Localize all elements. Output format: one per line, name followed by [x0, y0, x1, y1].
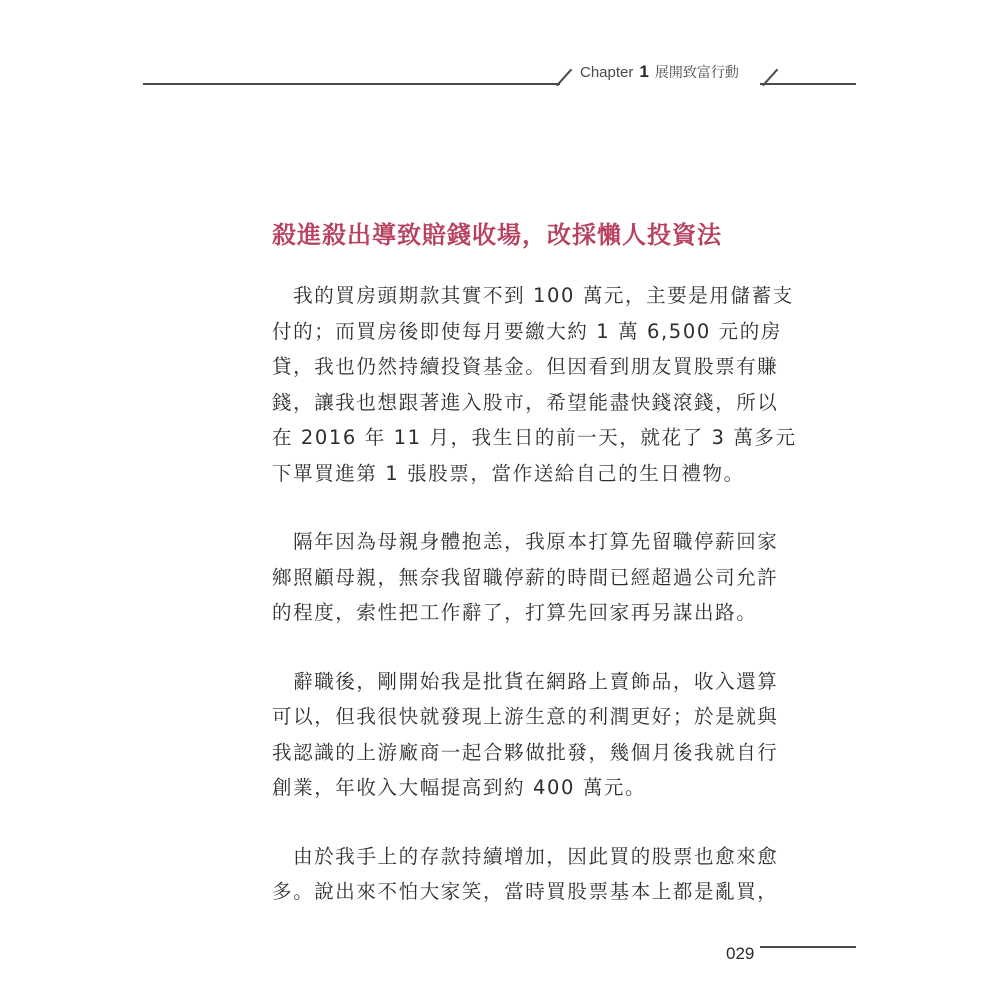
text-line: 創業，年收入大幅提高到約 400 萬元。 — [272, 776, 647, 799]
paragraph-2 — [272, 524, 779, 631]
text-line: 下單買進第 1 張股票，當作送給自己的生日禮物。 — [272, 461, 745, 485]
section-title: 殺進殺出導致賠錢收場，改採懶人投資法 — [272, 221, 722, 249]
paragraph-3 — [272, 664, 779, 806]
text-line: 由於我手上的存款持續增加，因此買的股票也愈來愈 — [272, 844, 779, 868]
text-line: 鄉照顧母親，無奈我留職停薪的時間已經超過公司允許 — [272, 565, 779, 589]
text-line: 在 2016 年 11 月，我生日的前一天，就花了 3 萬多元 — [272, 426, 797, 449]
text-line: 我認識的上游廠商一起合夥做批發，幾個月後我就自行 — [272, 740, 779, 764]
text-line: 辭職後，剛開始我是批貨在網路上賣飾品，收入還算 — [272, 669, 779, 693]
paragraph-4 — [272, 839, 779, 910]
text-line: 付的；而買房後即使每月要繳大約 1 萬 6,500 元的房 — [272, 319, 782, 343]
paragraph-1 — [272, 278, 797, 491]
text-line: 多。說出來不怕大家笑，當時買股票基本上都是亂買， — [272, 880, 779, 903]
footer-rule — [760, 946, 856, 948]
text-line: 隔年因為母親身體抱恙，我原本打算先留職停薪回家 — [272, 530, 779, 553]
chapter-title: 展開致富行動 — [654, 65, 739, 81]
text-line: 貸，我也仍然持續投資基金。但因看到朋友買股票有賺 — [272, 355, 779, 378]
page-number: 029 — [726, 944, 755, 963]
chapter-number: 1 — [639, 62, 649, 81]
text-line: 可以，但我很快就發現上游生意的利潤更好；於是就與 — [272, 705, 779, 728]
text-line: 錢，讓我也想跟著進入股市，希望能盡快錢滾錢，所以 — [272, 390, 779, 414]
text-line: 我的買房頭期款其實不到 100 萬元，主要是用儲蓄支 — [272, 284, 794, 307]
chapter-word: Chapter — [580, 64, 634, 81]
running-header — [576, 62, 743, 86]
body-text — [272, 278, 797, 943]
text-line: 的程度，索性把工作辭了，打算先回家再另謀出路。 — [272, 601, 758, 624]
